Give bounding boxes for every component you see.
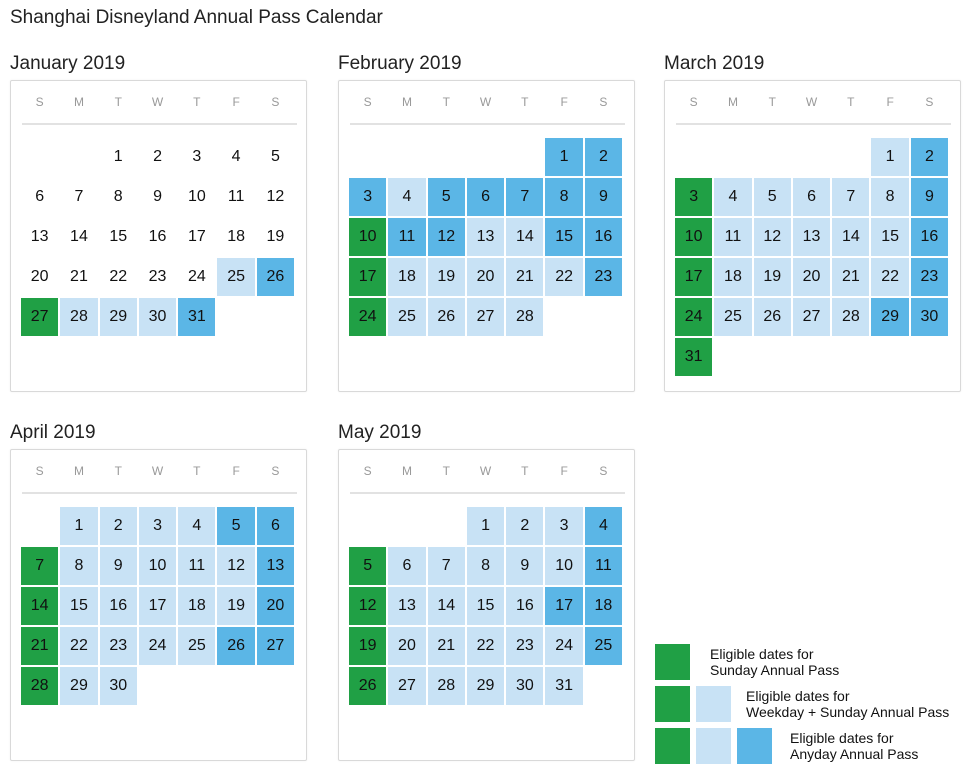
day-cell[interactable]: 29 [60, 667, 97, 705]
weekday-label: F [560, 464, 568, 478]
day-cell[interactable]: 13 [467, 218, 504, 256]
day-cell[interactable]: 25 [585, 627, 622, 665]
day-cell[interactable]: 9 [911, 178, 948, 216]
weekday-label: T [521, 464, 529, 478]
day-cell[interactable]: 28 [21, 667, 58, 705]
weekday-header [20, 456, 295, 486]
day-cell[interactable]: 7 [506, 178, 543, 216]
weekday-label: T [193, 95, 201, 109]
weekday-label: S [271, 464, 280, 478]
day-cell[interactable]: 4 [388, 178, 425, 216]
empty-cell [506, 138, 543, 176]
day-cell[interactable]: 24 [187, 268, 206, 285]
day-cell[interactable]: 10 [545, 547, 582, 585]
empty-cell [832, 138, 869, 176]
weekday-label: T [442, 464, 450, 478]
day-cell[interactable]: 12 [349, 587, 386, 625]
day-cell[interactable]: 12 [217, 547, 254, 585]
day-cell[interactable]: 24 [545, 627, 582, 665]
legend-text [746, 688, 949, 720]
legend-text [790, 730, 918, 762]
day-cell[interactable]: 16 [911, 218, 948, 256]
day-cell[interactable]: 30 [139, 298, 176, 336]
day-cell[interactable]: 24 [675, 298, 712, 336]
day-cell[interactable]: 12 [754, 218, 791, 256]
day-cell[interactable]: 15 [109, 228, 128, 245]
day-cell[interactable]: 16 [506, 587, 543, 625]
weekday-label: T [768, 95, 776, 109]
weekday-label: T [114, 95, 122, 109]
day-grid [348, 137, 623, 337]
day-cell[interactable]: 29 [100, 298, 137, 336]
swatch-green [655, 728, 690, 764]
swatch-light-blue [696, 728, 731, 764]
day-cell[interactable]: 27 [793, 298, 830, 336]
day-cell[interactable]: 2 [585, 138, 622, 176]
legend-line: Eligible dates for [710, 646, 814, 662]
empty-cell [349, 138, 386, 176]
day-cell[interactable]: 28 [506, 298, 543, 336]
day-cell[interactable]: 1 [467, 507, 504, 545]
day-cell[interactable]: 8 [871, 178, 908, 216]
day-cell[interactable]: 22 [545, 258, 582, 296]
weekday-label: W [151, 95, 164, 109]
weekday-label: T [847, 95, 855, 109]
empty-cell [388, 138, 425, 176]
day-cell[interactable]: 2 [153, 148, 162, 165]
day-cell[interactable]: 13 [793, 218, 830, 256]
day-cell[interactable]: 10 [139, 547, 176, 585]
weekday-label: M [73, 464, 84, 478]
day-cell[interactable]: 23 [506, 627, 543, 665]
day-cell[interactable]: 27 [467, 298, 504, 336]
weekday-label: M [727, 95, 738, 109]
empty-cell [428, 507, 465, 545]
day-cell[interactable]: 17 [187, 228, 206, 245]
day-cell[interactable]: 18 [714, 258, 751, 296]
day-cell[interactable]: 9 [153, 188, 162, 205]
weekday-label: S [363, 464, 372, 478]
day-cell[interactable]: 6 [388, 547, 425, 585]
day-cell[interactable]: 28 [60, 298, 97, 336]
calendar-card [338, 449, 635, 761]
day-cell[interactable]: 26 [349, 667, 386, 705]
weekday-label: W [151, 464, 164, 478]
day-cell[interactable]: 31 [545, 667, 582, 705]
day-cell[interactable]: 22 [60, 627, 97, 665]
day-cell[interactable]: 29 [467, 667, 504, 705]
day-cell[interactable]: 2 [506, 507, 543, 545]
month-april [10, 421, 307, 694]
day-cell[interactable]: 25 [714, 298, 751, 336]
day-cell[interactable]: 18 [585, 587, 622, 625]
day-cell[interactable]: 26 [754, 298, 791, 336]
month-march [664, 52, 961, 365]
day-cell[interactable]: 28 [832, 298, 869, 336]
day-cell[interactable]: 6 [793, 178, 830, 216]
day-cell[interactable]: 25 [217, 258, 254, 296]
month-title: May 2019 [338, 422, 422, 443]
empty-cell [21, 138, 58, 176]
day-cell[interactable]: 16 [148, 228, 167, 245]
day-cell[interactable]: 19 [349, 627, 386, 665]
day-cell[interactable]: 4 [178, 507, 215, 545]
weekday-label: W [479, 95, 492, 109]
day-cell[interactable]: 14 [506, 218, 543, 256]
day-cell[interactable]: 20 [30, 268, 49, 285]
weekday-label: T [521, 95, 529, 109]
day-cell[interactable]: 17 [139, 587, 176, 625]
day-cell[interactable]: 24 [139, 627, 176, 665]
legend-row-anyday [655, 728, 918, 764]
day-cell[interactable]: 27 [21, 298, 58, 336]
day-cell[interactable]: 20 [257, 587, 294, 625]
weekday-label: T [442, 95, 450, 109]
legend-line: Eligible dates for [790, 730, 894, 746]
day-cell[interactable]: 14 [428, 587, 465, 625]
empty-cell [714, 138, 751, 176]
day-cell[interactable]: 21 [832, 258, 869, 296]
weekday-label: S [35, 95, 44, 109]
day-cell[interactable]: 12 [266, 188, 285, 205]
weekday-label: S [35, 464, 44, 478]
day-cell[interactable]: 31 [675, 338, 712, 376]
day-cell[interactable]: 22 [467, 627, 504, 665]
day-cell[interactable]: 3 [139, 507, 176, 545]
day-cell[interactable]: 28 [428, 667, 465, 705]
month-title: March 2019 [664, 53, 765, 74]
day-cell[interactable]: 20 [467, 258, 504, 296]
day-cell[interactable]: 27 [388, 667, 425, 705]
day-cell[interactable]: 23 [911, 258, 948, 296]
day-cell[interactable]: 30 [100, 667, 137, 705]
empty-cell [428, 138, 465, 176]
weekday-label: F [886, 95, 894, 109]
swatch-blue [737, 728, 772, 764]
weekday-label: S [271, 95, 280, 109]
weekday-label: F [232, 95, 240, 109]
weekday-label: S [599, 95, 608, 109]
day-cell[interactable]: 5 [428, 178, 465, 216]
day-cell[interactable]: 15 [467, 587, 504, 625]
day-cell[interactable]: 16 [100, 587, 137, 625]
day-cell[interactable]: 17 [675, 258, 712, 296]
divider [350, 123, 625, 125]
day-cell[interactable]: 29 [871, 298, 908, 336]
day-cell[interactable]: 9 [506, 547, 543, 585]
day-cell[interactable]: 6 [35, 188, 45, 205]
day-cell[interactable]: 14 [70, 228, 88, 245]
day-cell[interactable]: 11 [388, 218, 425, 256]
day-cell[interactable]: 26 [257, 258, 294, 296]
day-cell[interactable]: 14 [21, 587, 58, 625]
day-cell[interactable]: 18 [227, 228, 246, 245]
swatch-green [655, 644, 690, 680]
empty-cell [754, 138, 791, 176]
weekday-label: F [560, 95, 568, 109]
empty-cell [21, 507, 58, 545]
day-cell[interactable]: 8 [60, 547, 97, 585]
weekday-label: M [401, 464, 412, 478]
legend [655, 644, 980, 774]
empty-cell [388, 507, 425, 545]
day-cell[interactable]: 1 [113, 148, 123, 165]
day-cell[interactable]: 3 [675, 178, 712, 216]
calendar-card [10, 449, 307, 761]
day-cell[interactable]: 19 [754, 258, 791, 296]
day-cell[interactable]: 25 [178, 627, 215, 665]
day-cell[interactable]: 23 [148, 268, 167, 285]
day-cell[interactable]: 30 [911, 298, 948, 336]
day-cell[interactable]: 1 [871, 138, 908, 176]
calendar-card [664, 80, 961, 392]
month-january [10, 52, 307, 325]
day-cell[interactable]: 20 [793, 258, 830, 296]
day-cell[interactable]: 7 [832, 178, 869, 216]
empty-cell [60, 138, 97, 176]
day-cell[interactable]: 10 [349, 218, 386, 256]
day-cell[interactable]: 22 [871, 258, 908, 296]
day-cell[interactable]: 4 [714, 178, 751, 216]
day-cell[interactable]: 3 [192, 148, 202, 165]
day-cell[interactable]: 6 [467, 178, 504, 216]
divider [350, 492, 625, 494]
day-cell[interactable]: 11 [227, 188, 245, 205]
weekday-label: S [599, 464, 608, 478]
empty-cell [675, 138, 712, 176]
day-cell[interactable]: 23 [585, 258, 622, 296]
day-cell[interactable]: 19 [217, 587, 254, 625]
legend-line: Sunday Annual Pass [710, 662, 840, 678]
day-cell[interactable]: 1 [60, 507, 97, 545]
day-cell[interactable]: 24 [349, 298, 386, 336]
day-cell[interactable]: 5 [349, 547, 386, 585]
day-cell[interactable]: 30 [506, 667, 543, 705]
weekday-label: M [401, 95, 412, 109]
day-cell[interactable]: 19 [428, 258, 465, 296]
weekday-label: F [232, 464, 240, 478]
day-cell[interactable]: 13 [388, 587, 425, 625]
day-cell[interactable]: 8 [545, 178, 582, 216]
weekday-label: W [805, 95, 818, 109]
day-cell[interactable]: 3 [545, 507, 582, 545]
calendar-card [338, 80, 635, 392]
day-cell[interactable]: 21 [21, 627, 58, 665]
legend-line: Anyday Annual Pass [790, 746, 919, 762]
day-cell[interactable]: 10 [187, 188, 206, 205]
legend-row-sunday [655, 644, 839, 680]
month-february [338, 52, 635, 325]
day-cell[interactable]: 22 [109, 268, 128, 285]
weekday-label: M [73, 95, 84, 109]
day-cell[interactable]: 13 [30, 228, 49, 245]
day-cell[interactable]: 6 [257, 507, 294, 545]
weekday-label: T [114, 464, 122, 478]
page-title: Shanghai Disneyland Annual Pass Calendar [10, 7, 383, 28]
day-cell[interactable]: 19 [266, 228, 285, 245]
month-title: February 2019 [338, 53, 462, 74]
weekday-header [20, 87, 295, 117]
divider [22, 123, 297, 125]
weekday-label: S [689, 95, 698, 109]
day-cell[interactable]: 16 [585, 218, 622, 256]
weekday-header [674, 87, 949, 117]
divider [22, 492, 297, 494]
day-cell[interactable]: 4 [585, 507, 622, 545]
month-title: January 2019 [10, 53, 126, 74]
day-cell[interactable]: 15 [545, 218, 582, 256]
day-cell[interactable]: 13 [257, 547, 294, 585]
day-grid [348, 506, 623, 706]
swatch-light-blue [696, 686, 731, 722]
day-cell[interactable]: 26 [428, 298, 465, 336]
legend-text [710, 646, 839, 678]
day-cell[interactable]: 8 [113, 188, 123, 205]
day-cell[interactable]: 17 [545, 587, 582, 625]
day-cell[interactable]: 11 [585, 547, 622, 585]
day-grid [20, 506, 295, 706]
day-grid [20, 137, 295, 337]
calendar-card [10, 80, 307, 392]
day-cell[interactable]: 20 [388, 627, 425, 665]
day-cell[interactable]: 25 [388, 298, 425, 336]
day-cell[interactable]: 9 [585, 178, 622, 216]
day-cell[interactable]: 4 [231, 148, 241, 165]
day-cell[interactable]: 8 [467, 547, 504, 585]
day-cell[interactable]: 21 [428, 627, 465, 665]
weekday-label: S [925, 95, 934, 109]
empty-cell [793, 138, 830, 176]
legend-line: Weekday + Sunday Annual Pass [746, 704, 950, 720]
day-cell[interactable]: 21 [506, 258, 543, 296]
month-title: April 2019 [10, 422, 96, 443]
day-cell[interactable]: 7 [74, 188, 84, 205]
day-cell[interactable]: 1 [545, 138, 582, 176]
weekday-header [348, 456, 623, 486]
day-cell[interactable]: 10 [675, 218, 712, 256]
day-cell[interactable]: 21 [70, 268, 88, 285]
day-cell[interactable]: 15 [871, 218, 908, 256]
day-cell[interactable]: 11 [714, 218, 751, 256]
day-cell[interactable]: 14 [832, 218, 869, 256]
day-cell[interactable]: 17 [349, 258, 386, 296]
day-cell[interactable]: 2 [100, 507, 137, 545]
weekday-header [348, 87, 623, 117]
day-cell[interactable]: 7 [428, 547, 465, 585]
month-may [338, 421, 635, 694]
day-cell[interactable]: 5 [270, 148, 280, 165]
empty-cell [467, 138, 504, 176]
legend-line: Eligible dates for [746, 688, 850, 704]
day-cell[interactable]: 26 [217, 627, 254, 665]
day-cell[interactable]: 31 [178, 298, 215, 336]
day-cell[interactable]: 11 [178, 547, 215, 585]
day-cell[interactable]: 18 [178, 587, 215, 625]
day-cell[interactable]: 5 [754, 178, 791, 216]
day-cell[interactable]: 27 [257, 627, 294, 665]
empty-cell [349, 507, 386, 545]
day-grid [674, 137, 949, 377]
day-cell[interactable]: 12 [428, 218, 465, 256]
divider [676, 123, 951, 125]
day-cell[interactable]: 23 [100, 627, 137, 665]
weekday-label: S [363, 95, 372, 109]
day-cell[interactable]: 7 [21, 547, 58, 585]
day-cell[interactable]: 2 [911, 138, 948, 176]
swatch-green [655, 686, 690, 722]
weekday-label: T [193, 464, 201, 478]
day-cell[interactable]: 3 [349, 178, 386, 216]
weekday-label: W [479, 464, 492, 478]
day-cell[interactable]: 18 [388, 258, 425, 296]
legend-row-weekday-sunday [655, 686, 949, 722]
day-cell[interactable]: 5 [217, 507, 254, 545]
day-cell[interactable]: 15 [60, 587, 97, 625]
day-cell[interactable]: 9 [100, 547, 137, 585]
